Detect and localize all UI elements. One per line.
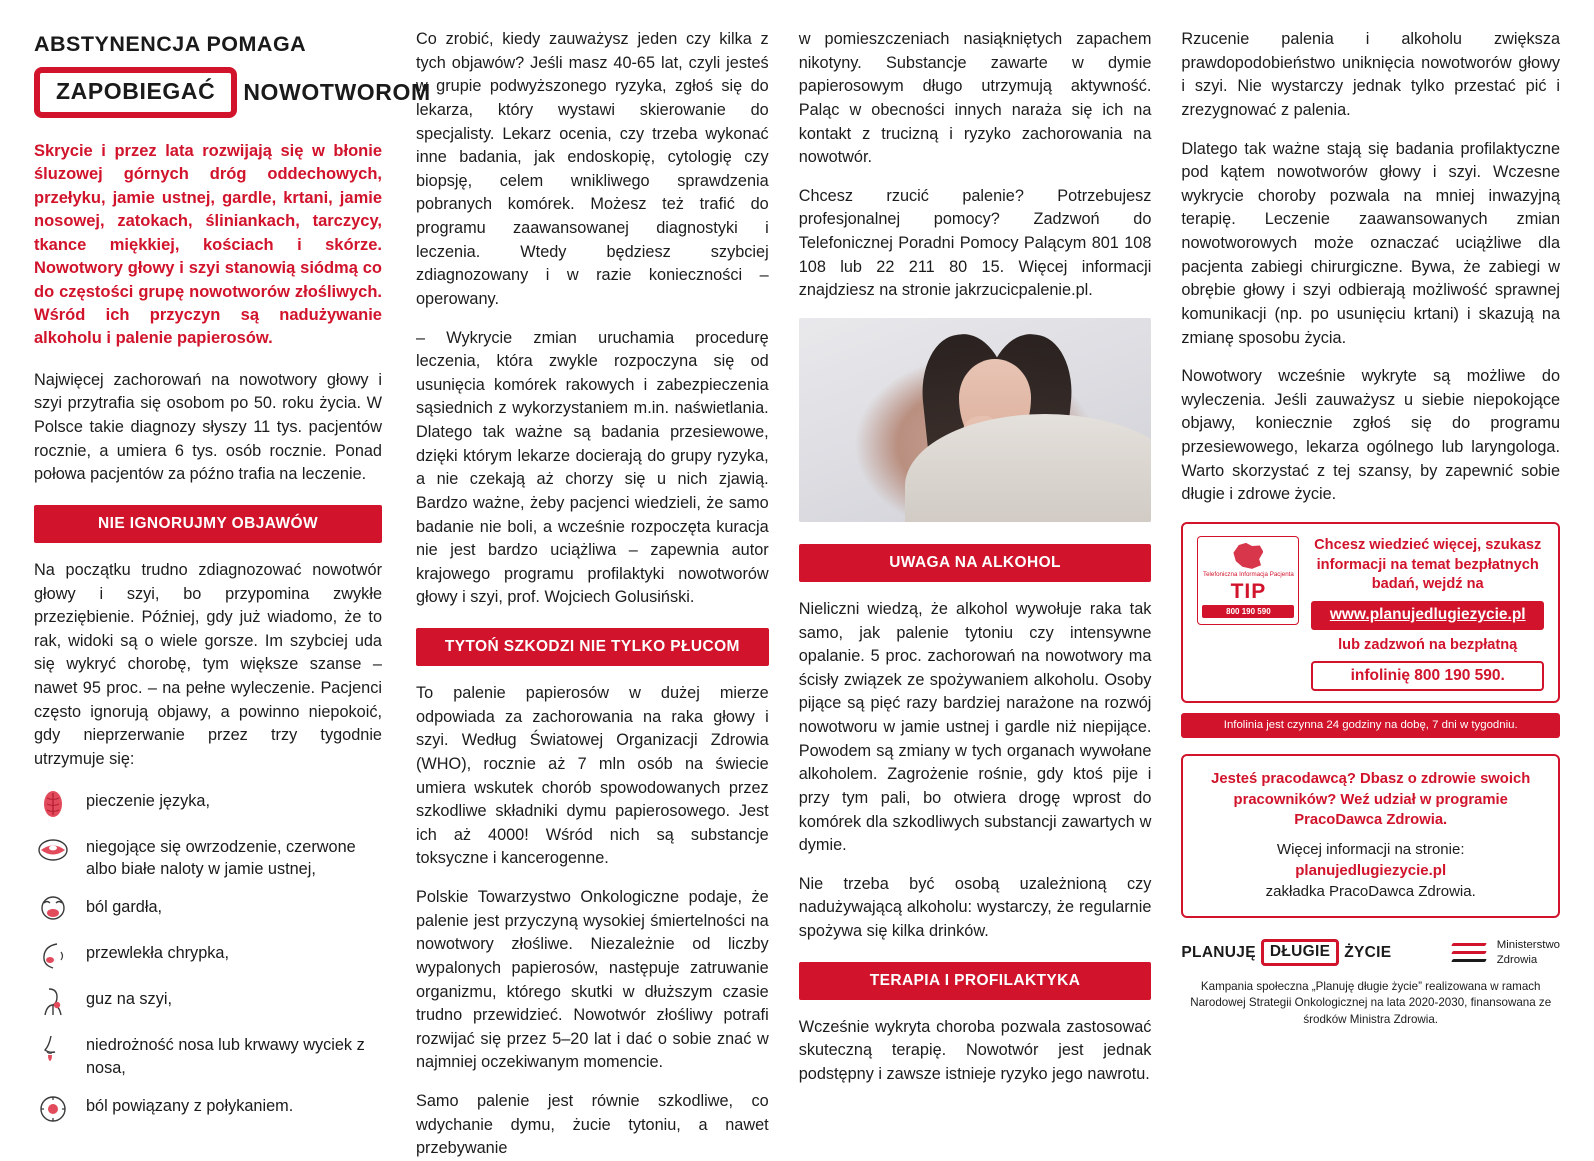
list-item: [34, 1031, 382, 1080]
promo-infolinia-hours: Infolinia jest czynna 24 godziny na dobę, 7 dni w tygodniu.: [1181, 713, 1560, 738]
logo-word-planuje: PLANUJĘ: [1181, 943, 1256, 961]
masthead-tail-word: NOWOTWOROM: [243, 79, 431, 105]
symptom-label: ból gardła,: [86, 898, 163, 917]
promo-website-link[interactable]: www.planujedlugiezycie.pl: [1311, 601, 1544, 630]
section-heading-alkohol: UWAGA NA ALKOHOL: [799, 544, 1152, 582]
symptom-label: guz na szyi,: [86, 990, 172, 1009]
col3-paragraph-1: w pomieszczeniach nasiąkniętych zapachem nikotyny. Substancje zawarte w dymie papierosowym długo utrzymują aktywność. Paląc w obecności innych naraża się ich na kontakt z trucizną i ryzyko zachorowania na nowotwór.: [798, 30, 1152, 167]
ministry-mark-icon: [1450, 939, 1490, 967]
promo-headline: Chcesz wiedzieć więcej, szukasz informacji na temat bezpłatnych badań, wejdź na: [1314, 536, 1542, 593]
masthead: [34, 67, 431, 118]
employer-line-1: Więcej informacji na stronie:: [1276, 840, 1465, 858]
employer-link[interactable]: [1199, 860, 1542, 881]
column-2: [416, 28, 799, 1158]
column-1: [34, 28, 431, 1115]
tongue-icon: [34, 787, 72, 821]
neck-lump-icon: [34, 985, 72, 1019]
poland-map-icon: [1233, 543, 1263, 569]
tip-logo-phone: 800 190 590: [1202, 605, 1294, 618]
col2-paragraph-2: – Wykrycie zmian uruchamia procedurę leczenia, która zwykle rozpoczyna się od usunięcia komórek rakowych i zabezpieczenia sąsiednich z wykorzystaniem m.in. naświetlania. Dlatego tak ważne są badania przesiewowe, dzięki którym lekarze docierają do grupy ryzyka, a nie czekają aż chorzy się u nich zjawią. Bardzo ważne, żeby pacjenci wiedzieli, że samo badanie nie boli, a wcześnie rozpoczęta kuracja nie jest bardzo uciążliwa – zapewnia autor krajowego programu profilaktyki nowotworów głowy i szyi, prof. Wojciech Golusiński.: [416, 328, 769, 607]
logo-word-dlugie: DŁUGIE: [1261, 939, 1339, 966]
masthead-boxed-word: ZAPOBIEGAĆ: [34, 67, 237, 118]
col3-paragraph-5: Wcześnie wykryta choroba pozwala zastosować skuteczną terapię. Nowotwór jest jednak podstępny i zawsze istnieje ryzyko jego nawrotu.: [798, 1017, 1152, 1083]
section-heading-tyton: TYTOŃ SZKODZI NIE TYLKO PŁUCOM: [416, 628, 769, 666]
ministry-line-1: Ministerstwo: [1496, 939, 1561, 952]
mouth-ulcer-icon: [34, 833, 72, 867]
col2-paragraph-4: Polskie Towarzystwo Onkologiczne podaje, że palenie jest przyczyną wysokiej śmiertelności na nowotwory złośliwe. Niezależnie od liczby wypalonych papierosów, następuje zatruwanie organizmu, którego skutki w dłuższym czasie trudno przewidzieć. Nowotwór złośliwy potrafi rozwijać się przez 5–20 lat i dać o sobie znać w najmniej oczekiwanym momencie.: [416, 888, 769, 1072]
footer-logos: [1181, 938, 1560, 967]
col4-paragraph-2: Dlatego tak ważne stają się badania profilaktyczne pod kątem nowotworów głowy i szyi. Wczesne wykrycie choroby pozwala na mniej inwazyjną terapię. Leczenie zaawansowanych zmian nowotworowych może oznaczać uciążliwe dla pacjenta zabiegi chirurgiczne. Bywa, że zabiegi w obrębie głowy i szyi odbierają możliwość sprawnej komunikacji (np. po usunięciu krtani) i skazują na zmianę sposobu życia.: [1181, 139, 1561, 347]
employer-headline: Jesteś pracodawcą? Dbasz o zdrowie swoich pracowników? Weź udział w programie PracoDawca Zdrowia.: [1211, 771, 1531, 829]
col3-paragraph-3: Nieliczni wiedzą, że alkohol wywołuje raka tak samo, jak palenie tytoniu czy intensywne opalanie. 5 proc. zachorowań na nowotwory ma ścisły związek ze spożywaniem alkoholu. Osoby pijące są pięć razy bardziej narażone na rozwój nowotworu w jamie ustnej i gardle niż niepijące. Powodem są zmiany w tych organach wywołane alkoholem. Zagrożenie rośnie, gdy ktoś pije i przy tym pali, bo otwiera drogę wprost do komórek dla szkodliwych substancji zawartych w dymie.: [798, 599, 1152, 855]
ministry-line-2: Zdrowia: [1496, 953, 1538, 966]
sore-throat-icon: [34, 893, 72, 927]
list-item: [34, 833, 382, 882]
article-photo: [799, 318, 1152, 522]
nose-bleed-icon: [34, 1031, 72, 1065]
planuje-dlugie-zycie-logo: [1181, 939, 1391, 966]
symptom-label: przewlekła chrypka,: [86, 944, 229, 963]
list-item: [34, 939, 382, 973]
list-item: [34, 985, 382, 1019]
swallowing-pain-icon: [34, 1092, 72, 1126]
column-4: [1181, 28, 1560, 1053]
list-item: [34, 787, 382, 821]
col3-paragraph-2: Chcesz rzucić palenie? Potrzebujesz profesjonalnej pomocy? Zadzwoń do Telefonicznej Poradni Pomocy Palącym 801 108 108 lub 22 211 80 15. Więcej informacji znajdziesz na stronie jakrzucicpalenie.pl.: [798, 186, 1152, 300]
promo-info-text: [1311, 536, 1544, 692]
section-heading-objawy: NIE IGNORUJMY OBJAWÓW: [34, 505, 382, 543]
ministry-label: [1497, 938, 1560, 967]
symptom-label: niegojące się owrzodzenie, czerwone albo białe naloty w jamie ustnej,: [86, 837, 356, 879]
tip-logo: [1197, 536, 1299, 625]
symptom-label: niedrożność nosa lub krwawy wyciek z nosa,: [86, 1036, 365, 1077]
tip-logo-subtitle: Telefoniczna Informacja Pacjenta: [1203, 570, 1294, 578]
promo-mid-text: lub zadzwoń na bezpłatną: [1338, 636, 1518, 653]
symptom-label: ból powiązany z połykaniem.: [86, 1096, 294, 1115]
campaign-note: Kampania społeczna „Planuję długie życie” realizowana w ramach Narodowej Strategii Onkologicznej na lata 2020-2030, finansowana ze środków Ministra Zdrowia.: [1190, 979, 1552, 1026]
list-item: [34, 893, 382, 927]
list-item: [34, 1092, 382, 1126]
col3-paragraph-4: Nie trzeba być osobą uzależnioną czy nadużywającą alkoholu: wystarczy, że regularnie spożywa się kilka drinków.: [798, 874, 1152, 940]
col4-paragraph-3: Nowotwory wcześnie wykryte są możliwe do wyleczenia. Jeśli zauważysz u siebie niepokojące objawy, koniecznie zgłoś się do programu przesiewowego, lekarza ogólnego lub laryngologa. Warto skorzystać z tej szansy, by zapewnić sobie długie i zdrowe życie.: [1181, 367, 1561, 504]
col4-paragraph-1: Rzucenie palenia i alkoholu zwiększa prawdopodobieństwo uniknięcia nowotworów głowy i szyi. Nie wystarczy jednak tylko przestać pić i zrezygnować z palenia.: [1181, 30, 1561, 119]
employer-line-2: zakładka PracoDawca Zdrowia.: [1265, 883, 1476, 901]
col2-paragraph-5: Samo palenie jest równie szkodliwe, co wdychanie dymu, żucie tytoniu, a nawet przebywanie: [416, 1092, 769, 1158]
symptom-label: pieczenie języka,: [86, 791, 210, 810]
logo-word-zycie: ŻYCIE: [1344, 943, 1392, 961]
page-title: ABSTYNENCJA POMAGA: [34, 32, 307, 56]
col2-paragraph-1: Co zrobić, kiedy zauważysz jeden czy kilka z tych objawów? Jeśli masz 40-65 lat, czyli jesteś w grupie podwyższonego ryzyka, zgłoś się do lekarza, który wystawi skierowanie do specjalisty. Lekarz ocenia, czy trzeba wykonać inne badania, jak endoskopię, cytologię czy biopsję, celem wnikliwego sprawdzenia pobranych komórek. Możesz też trafić do programu zaawansowanej diagnostyki i leczenia. Wtedy będziesz szybciej zdiagnozowany i w razie konieczności – operowany.: [416, 30, 769, 308]
lead-paragraph: Skrycie i przez lata rozwijają się w błonie śluzowej górnych dróg oddechowych, przełyku, jamie ustnej, gardle, krtani, jamie nosowej, zatokach, śliniankach, tarczycy, tkance miękkiej, kościach i skórze. Nowotwory głowy i szyi stanowią siódmą co do częstości grupę nowotworów złośliwych. Wśród ich przyczyn są nadużywanie alkoholu i palenie papierosów.: [34, 142, 382, 348]
section-heading-terapia: TERAPIA I PROFILAKTYKA: [799, 962, 1152, 1000]
col1-paragraph-1: Najwięcej zachorowań na nowotwory głowy i szyi przytrafia się osobom po 50. roku życia. W Polsce takie diagnozy słyszy 11 tys. pacjentów rocznie, a umiera 6 tys. osób rocznie. Ponad połowa pacjentów za późno trafia na leczenie.: [34, 370, 382, 484]
column-3: [798, 28, 1182, 1083]
ministry-of-health-logo: [1450, 938, 1560, 967]
symptom-list: [34, 787, 382, 1126]
promo-box-employer: [1181, 754, 1560, 918]
promo-infolinia[interactable]: infolinię 800 190 590.: [1311, 661, 1544, 692]
tip-logo-word: TIP: [1230, 579, 1267, 603]
hoarseness-icon: [34, 939, 72, 973]
col1-paragraph-2: Na początku trudno zdiagnozować nowotwór głowy i szyi, bo przypomina zwykłe przeziębienie. Później, gdy już wiadomo, że to rak, widoki są o wiele gorsze. Im szybciej uda się wykryć chorobę, tym większe szanse – nawet 95 proc. – na pełne wyleczenie. Pacjenci często ignorują objawy, a powinno niepokoić, gdy nieprzerwanie przez trzy tygodnie utrzymuje się:: [34, 560, 382, 768]
promo-box-info: [1181, 522, 1560, 704]
col2-paragraph-3: To palenie papierosów w dużej mierze odpowiada za zachorowania na raka głowy i szyi. Według Światowej Organizacji Zdrowia (WHO), rocznie aż 7 mln osób na świecie umiera wskutek chorób spowodowanych przez szkodliwe składniki dymu papierosowego. Jest ich aż 4000! Wśród nich są substancje toksyczne i kancerogenne.: [416, 684, 769, 868]
employer-link-text: planujedlugiezycie.pl: [1295, 861, 1447, 879]
